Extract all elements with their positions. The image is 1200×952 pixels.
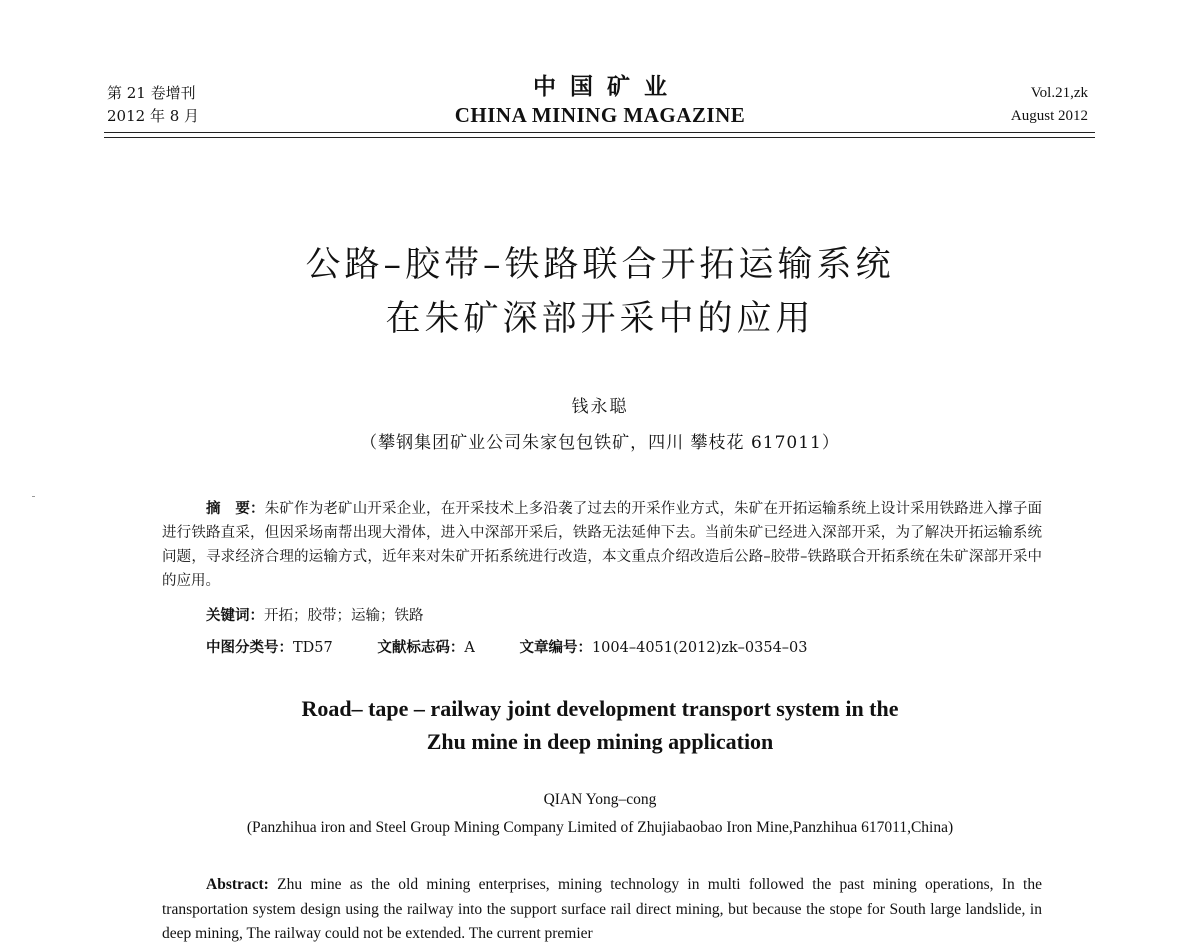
clc bbox=[206, 640, 333, 656]
clc-label: 中图分类号： bbox=[206, 639, 293, 656]
keywords-text: 开拓；胶带；运输；铁路 bbox=[264, 608, 424, 624]
abstract-cn-label: 摘 要： bbox=[206, 500, 265, 517]
header-rule-thick bbox=[104, 132, 1095, 133]
abstract-cn-text: 朱矿作为老矿山开采企业，在开采技术上多沿袭了过去的开采作业方式，朱矿在开拓运输系统上设计采用铁路进入撑子面进行铁路直采，但因采场南帮出现大滑体，进入中深部开采后，铁路无法延伸下去。当前朱矿已经进入深部开采，为了解决开拓运输系统问题，寻求经济合理的运输方式，近年来对朱矿开拓系统进行改造，本文重点介绍改造后公路–胶带–铁路联合开拓系统在朱矿深部开采中的应用。 bbox=[162, 501, 1043, 589]
author-cn: 钱永聪 bbox=[571, 397, 629, 417]
article-no-value: 1004–4051(2012)zk–0354–03 bbox=[591, 640, 808, 656]
abstract-en-text: Zhu mine as the old mining enterprises, mining technology in multi followed the past mining operations, In the transportation system design using the railway into the support surface rail direct mining, but because the stope for South large landslide, in deep mining, The railway could not be extended. The current premier bbox=[162, 876, 1042, 942]
header-right bbox=[1011, 82, 1088, 128]
title-en-line2: Zhu mine in deep mining application bbox=[426, 729, 774, 754]
author-en: QIAN Yong–cong bbox=[543, 791, 657, 808]
clc-value: TD57 bbox=[293, 640, 333, 656]
keywords-label: 关键词： bbox=[206, 607, 264, 624]
volume-en: Vol.21,zk bbox=[1030, 85, 1088, 101]
article-no bbox=[519, 640, 807, 656]
article-no-label: 文章编号： bbox=[519, 639, 592, 656]
title-en bbox=[0, 692, 1200, 758]
abstract-en bbox=[162, 873, 1042, 947]
keywords bbox=[206, 604, 424, 628]
title-en-line1: Road– tape – railway joint development transport system in the bbox=[301, 696, 899, 721]
journal-name-en: CHINA MINING MAGAZINE bbox=[454, 103, 746, 127]
classification-line bbox=[206, 636, 848, 660]
doc-code bbox=[377, 640, 474, 656]
header-rule-thin bbox=[104, 137, 1095, 138]
title-cn-line1: 公路–胶带–铁路联合开拓运输系统 bbox=[305, 245, 895, 285]
journal-name-cn: 中国矿业 bbox=[533, 73, 681, 100]
volume-cn: 第 21 卷增刊 bbox=[107, 84, 196, 102]
title-cn bbox=[0, 238, 1200, 346]
affiliation-en: (Panzhihua iron and Steel Group Mining Company Limited of Zhujiabaobao Iron Mine,Panzhihua 617011,China) bbox=[246, 819, 954, 836]
abstract-cn bbox=[162, 497, 1042, 593]
title-cn-line2: 在朱矿深部开采中的应用 bbox=[385, 299, 815, 339]
date-cn: 2012 年 8 月 bbox=[107, 107, 200, 125]
doc-code-label: 文献标志码： bbox=[377, 639, 465, 656]
affiliation-cn: （攀钢集团矿业公司朱家包包铁矿，四川 攀枝花 617011） bbox=[360, 433, 840, 453]
doc-code-value: A bbox=[464, 640, 475, 656]
margin-mark bbox=[32, 496, 35, 497]
abstract-en-label: Abstract: bbox=[206, 876, 269, 893]
date-en: August 2012 bbox=[1010, 108, 1088, 124]
